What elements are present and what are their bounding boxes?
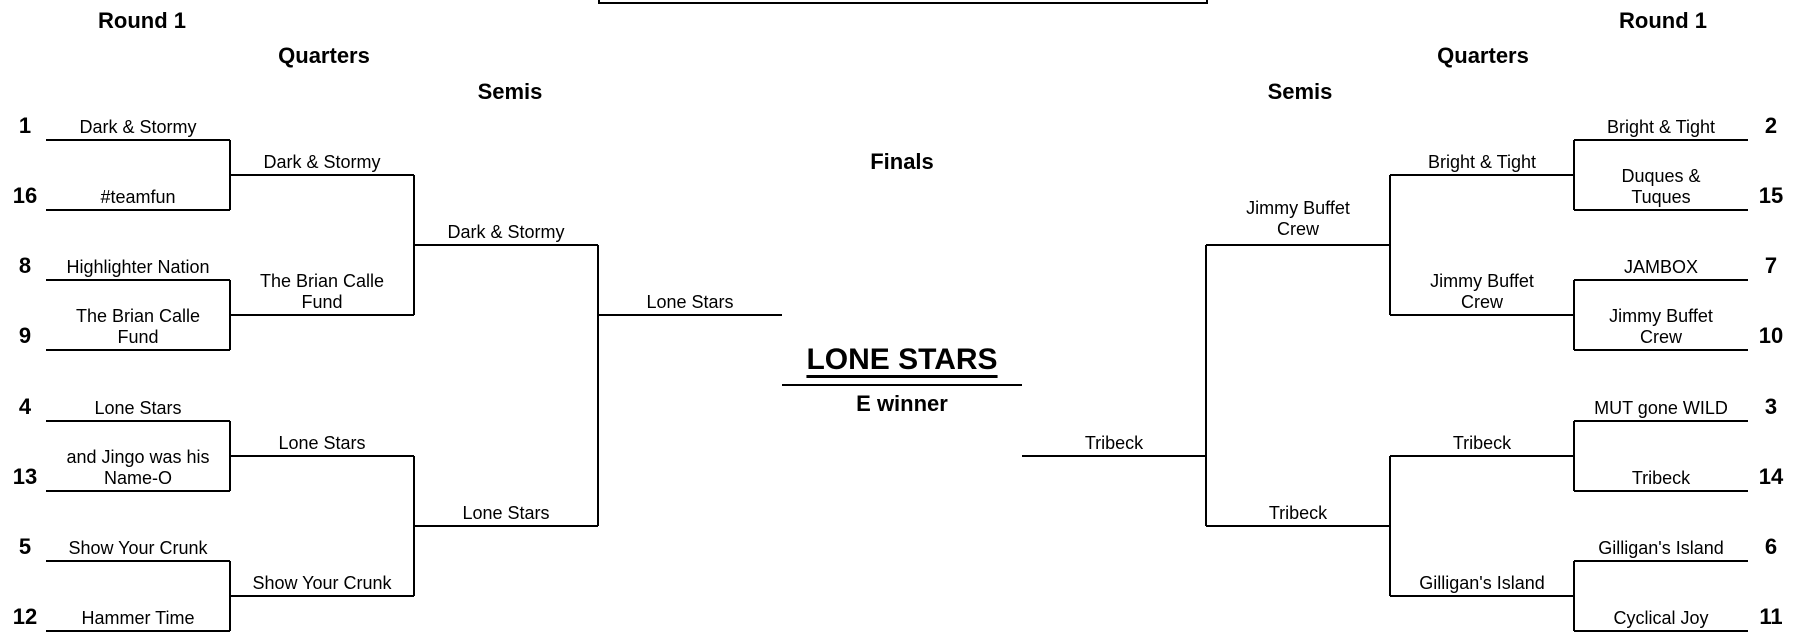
left-sf-team[interactable]: Lone Stars bbox=[462, 503, 550, 523]
left-qf-team[interactable]: The Brian Calle Fund bbox=[259, 271, 385, 312]
champion-caption: E winner bbox=[856, 391, 948, 416]
left-r1-team[interactable]: and Jingo was his Name-O bbox=[66, 447, 210, 488]
right-r1-team[interactable]: Cyclical Joy bbox=[1613, 608, 1709, 628]
right-seed-2: 2 bbox=[1764, 113, 1778, 138]
right-qf-team[interactable]: Bright & Tight bbox=[1427, 152, 1537, 172]
left-r1-team[interactable]: The Brian Calle Fund bbox=[75, 306, 201, 347]
right-r1-team[interactable]: Duques & Tuques bbox=[1621, 166, 1701, 207]
left-sf-team[interactable]: Dark & Stormy bbox=[447, 222, 565, 242]
right-seed-11: 11 bbox=[1759, 604, 1783, 629]
left-r1-team[interactable]: Lone Stars bbox=[94, 398, 182, 418]
left-finalist[interactable]: Lone Stars bbox=[646, 292, 734, 312]
right-seed-10: 10 bbox=[1758, 323, 1784, 348]
right-r1-team[interactable]: Gilligan's Island bbox=[1598, 538, 1724, 558]
left-seed-13: 13 bbox=[12, 464, 38, 489]
left-r1-team[interactable]: #teamfun bbox=[100, 187, 176, 207]
right-seed-3: 3 bbox=[1764, 394, 1778, 419]
right-qf-team[interactable]: Tribeck bbox=[1452, 433, 1512, 453]
right-r1-team[interactable]: JAMBOX bbox=[1623, 257, 1698, 277]
right-qf-team[interactable]: Gilligan's Island bbox=[1419, 573, 1545, 593]
left-r1-team[interactable]: Hammer Time bbox=[81, 608, 195, 628]
finals-header: Finals bbox=[870, 149, 934, 174]
left-seed-12: 12 bbox=[12, 604, 38, 629]
right-quarters-header: Quarters bbox=[1437, 43, 1529, 68]
right-r1-team[interactable]: MUT gone WILD bbox=[1594, 398, 1728, 418]
left-seed-1: 1 bbox=[18, 113, 32, 138]
left-seed-9: 9 bbox=[18, 323, 32, 348]
right-seed-6: 6 bbox=[1764, 534, 1778, 559]
right-r1-team[interactable]: Jimmy Buffet Crew bbox=[1609, 306, 1713, 347]
right-semis-header: Semis bbox=[1267, 79, 1333, 104]
left-seed-16: 16 bbox=[12, 183, 38, 208]
left-r1-team[interactable]: Dark & Stormy bbox=[79, 117, 197, 137]
left-r1-team[interactable]: Show Your Crunk bbox=[68, 538, 208, 558]
right-seed-7: 7 bbox=[1764, 253, 1778, 278]
right-seed-14: 14 bbox=[1758, 464, 1784, 489]
right-sf-team[interactable]: Tribeck bbox=[1268, 503, 1328, 523]
right-r1-team[interactable]: Tribeck bbox=[1631, 468, 1691, 488]
left-round1-header: Round 1 bbox=[98, 8, 186, 33]
right-r1-team[interactable]: Bright & Tight bbox=[1606, 117, 1716, 137]
left-qf-team[interactable]: Lone Stars bbox=[278, 433, 366, 453]
left-quarters-header: Quarters bbox=[278, 43, 370, 68]
right-qf-team[interactable]: Jimmy Buffet Crew bbox=[1430, 271, 1534, 312]
right-seed-15: 15 bbox=[1758, 183, 1784, 208]
champion-name: LONE STARS bbox=[806, 343, 998, 376]
left-seed-4: 4 bbox=[18, 394, 32, 419]
left-qf-team[interactable]: Dark & Stormy bbox=[263, 152, 381, 172]
left-qf-team[interactable]: Show Your Crunk bbox=[252, 573, 392, 593]
right-sf-team[interactable]: Jimmy Buffet Crew bbox=[1246, 198, 1350, 239]
left-seed-8: 8 bbox=[18, 253, 32, 278]
right-finalist[interactable]: Tribeck bbox=[1084, 433, 1144, 453]
left-seed-5: 5 bbox=[18, 534, 32, 559]
right-round1-header: Round 1 bbox=[1619, 8, 1707, 33]
left-r1-team[interactable]: Highlighter Nation bbox=[66, 257, 210, 277]
left-semis-header: Semis bbox=[477, 79, 543, 104]
